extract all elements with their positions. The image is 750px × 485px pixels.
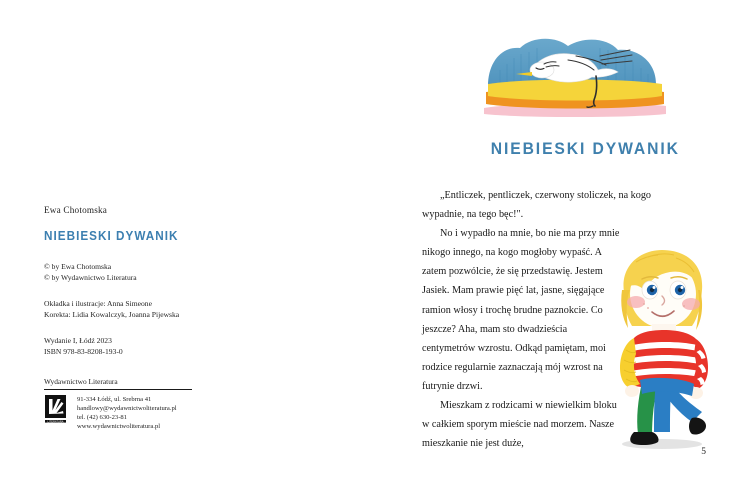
publisher-phone: tel. (42) 630-23-81 xyxy=(77,414,127,422)
credit-line: Okładka i ilustracje: Anna Simeone xyxy=(44,298,152,308)
publisher-website[interactable]: www.wydawnictwoliteratura.pl xyxy=(77,423,161,431)
credit-line: Korekta: Lidia Kowalczyk, Joanna Pijewska xyxy=(44,310,180,320)
publisher-contact-row xyxy=(44,394,294,431)
publisher-email[interactable]: handlowy@wydawnictwoliteratura.pl xyxy=(77,405,177,413)
credits-block xyxy=(44,298,294,321)
paragraph: Mieszkam z rodzicami w niewielkim bloku w całkiem sporym mieście nad morzem. Nasze mieszkanie nie jest duże, xyxy=(422,400,617,450)
copyright-block xyxy=(44,261,294,284)
page-number: 5 xyxy=(701,447,706,457)
publisher-block xyxy=(44,377,294,431)
publisher-address: 91-334 Łódź, ul. Srebrna 41 xyxy=(77,396,152,403)
paragraph: No i wypadło na mnie, bo nie ma przy mnie nikogo innego, na kogo mogłoby wypaść. A zatem pozwólcie, że się przedstawię. Jestem Jasiek. Mam prawie pięć lat, jasne, sięgające ramion włosy i trochę brudne paznokcie. Co jeszcze? Aha, mam sto dwadzieścia centymetrów wzrostu. Odkąd pamiętam, moi rodzice regularnie zaznaczają mój wzrost na futrynie drzwi. xyxy=(422,228,620,392)
imprint-block xyxy=(44,205,294,371)
svg-text:LITERATURA: LITERATURA xyxy=(47,420,64,424)
publisher-divider xyxy=(44,389,192,390)
isbn-line: ISBN 978-83-8208-193-0 xyxy=(44,347,123,357)
publisher-name: Wydawnictwo Literatura xyxy=(44,377,118,386)
seagull-sleeping-on-blue-rug-illustration xyxy=(480,22,670,122)
paragraph: „Entliczek, pentliczek, czerwony stoliczek, na kogo wypadnie, na tego bęc!". xyxy=(422,190,652,221)
copyright-line: © by Ewa Chotomska xyxy=(44,262,112,271)
literatura-publisher-logo-icon xyxy=(44,394,70,424)
book-title-left: NIEBIESKI DYWANIK xyxy=(44,229,179,243)
chapter-title: NIEBIESKI DYWANIK xyxy=(490,140,680,158)
edition-line: Wydanie I, Łódź 2023 xyxy=(44,335,112,345)
copyright-line: © by Wydawnictwo Literatura xyxy=(44,273,137,283)
publisher-contact-lines xyxy=(77,394,177,431)
edition-block xyxy=(44,335,294,358)
blonde-boy-striped-shirt-illustration xyxy=(596,246,746,458)
author-name: Ewa Chotomska xyxy=(44,205,108,215)
